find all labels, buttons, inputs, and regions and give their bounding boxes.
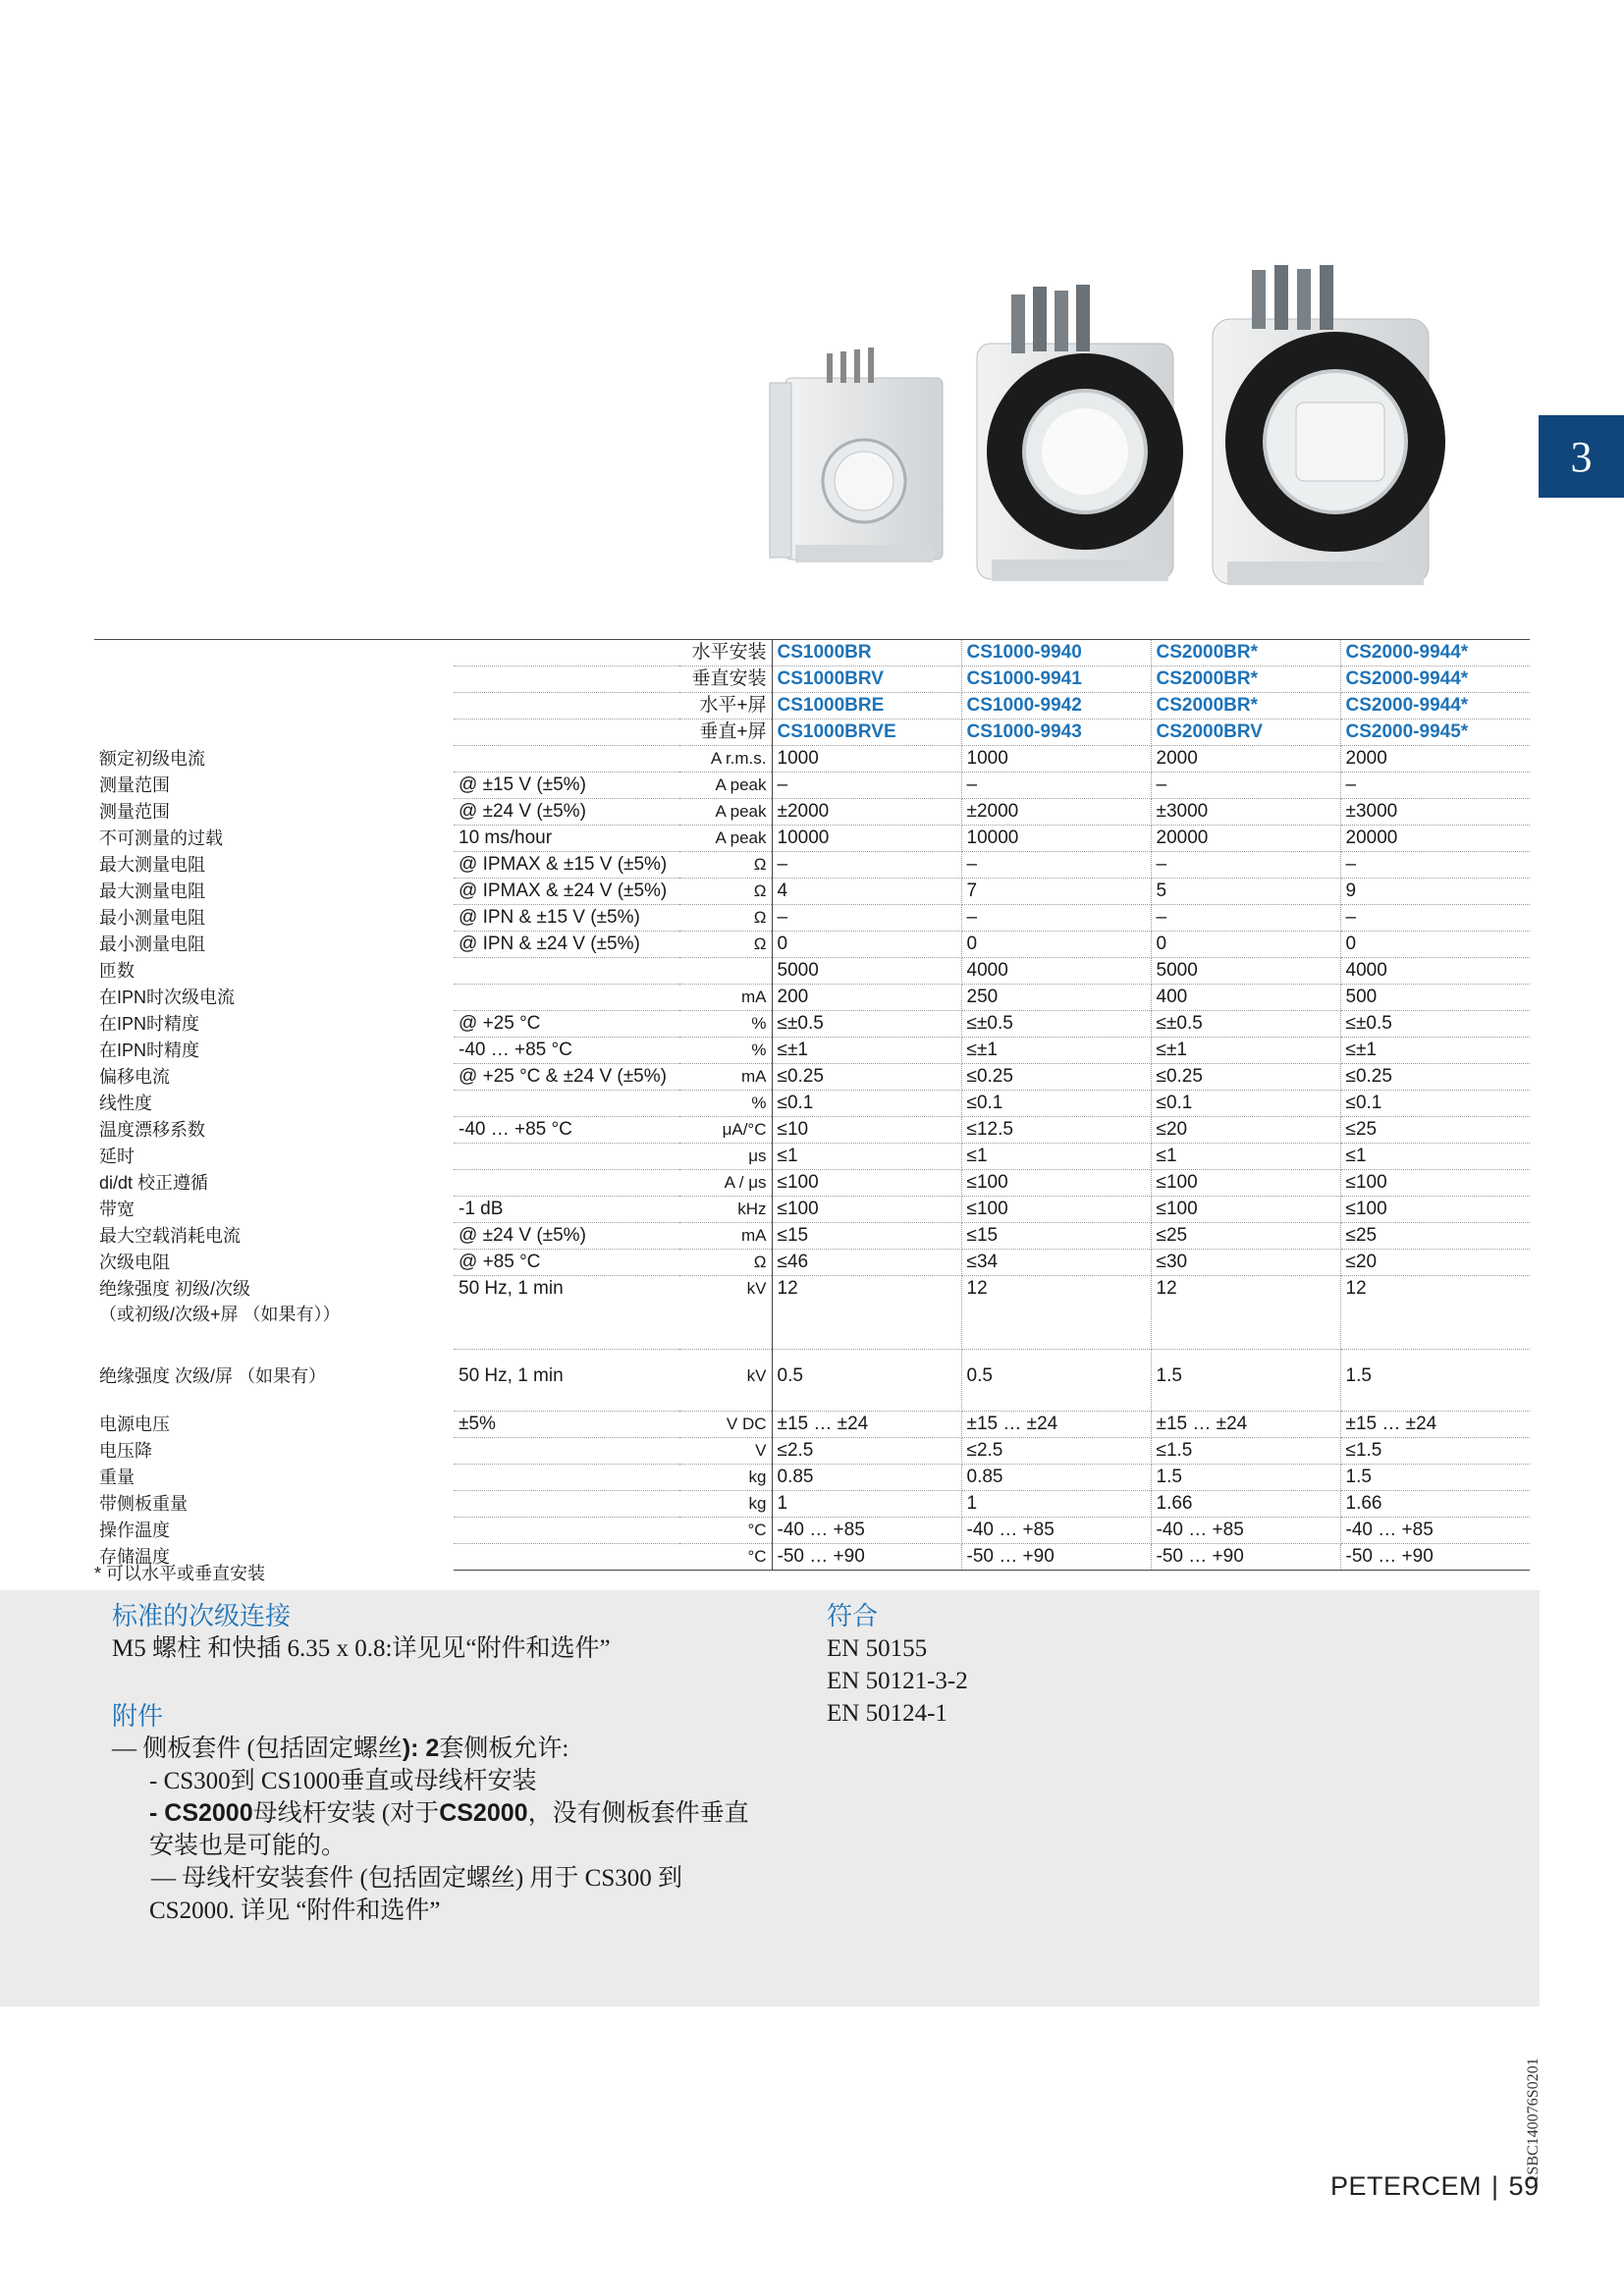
- spec-label: 偏移电流: [99, 1067, 170, 1087]
- accessories-line: — 母线杆安装套件 (包括固定螺丝) 用于 CS300 到: [151, 1865, 682, 1892]
- spec-unit: A / μs: [679, 1170, 772, 1197]
- spec-value: 12: [1340, 1276, 1530, 1350]
- spec-value: ≤25: [1151, 1223, 1340, 1250]
- mounting-rows: [94, 640, 1530, 746]
- spec-value: 7: [961, 879, 1151, 905]
- spec-label: 在IPN时精度: [99, 1041, 200, 1060]
- spec-condition: @ +85 °C: [454, 1250, 679, 1276]
- secondary-connection-block: [112, 1600, 819, 1665]
- accessories-text: — 侧板套件 (包括固定螺丝: [112, 1735, 403, 1762]
- spec-value: ≤1: [961, 1144, 1151, 1170]
- spec-value: ≤0.25: [1151, 1064, 1340, 1091]
- spec-value: ≤25: [1340, 1223, 1530, 1250]
- accessories-title: 附件: [112, 1702, 164, 1731]
- spec-row: [94, 1250, 1530, 1276]
- spec-value: ±15 … ±24: [1340, 1412, 1530, 1438]
- spec-unit: A peak: [679, 773, 772, 799]
- spec-table: [94, 639, 1530, 1571]
- spec-row: [94, 1412, 1530, 1438]
- spec-label: 重量: [99, 1468, 135, 1487]
- spec-unit: %: [679, 1038, 772, 1064]
- spec-value: 1.5: [1151, 1465, 1340, 1491]
- spec-value: 1.66: [1151, 1491, 1340, 1518]
- model-code: CS1000BR: [772, 640, 961, 667]
- model-code: CS2000BR*: [1151, 693, 1340, 720]
- spec-value: ≤1: [1151, 1144, 1340, 1170]
- spec-unit: %: [679, 1011, 772, 1038]
- spec-row: [94, 1038, 1530, 1064]
- spec-value: ≤100: [961, 1197, 1151, 1223]
- model-code: CS1000BRVE: [772, 720, 961, 746]
- spec-value: ≤±0.5: [961, 1011, 1151, 1038]
- spec-value: ≤0.1: [1340, 1091, 1530, 1117]
- spec-condition: [454, 1465, 679, 1491]
- spec-value: ≤100: [961, 1170, 1151, 1197]
- spec-condition: @ IPMAX & ±24 V (±5%): [454, 879, 679, 905]
- mount-type: 水平安装: [454, 640, 772, 667]
- model-code: CS1000-9942: [961, 693, 1151, 720]
- spec-row-insulation-primary: [94, 1276, 1530, 1350]
- spec-row: [94, 1197, 1530, 1223]
- footer-separator: |: [1491, 2171, 1499, 2201]
- model-code: CS2000-9945*: [1340, 720, 1530, 746]
- spec-label-line: （或初级/次级+屏 （如果有））: [99, 1305, 341, 1324]
- spec-value: 10000: [772, 826, 961, 852]
- spec-unit: mA: [679, 1223, 772, 1250]
- table-footnote: * 可以水平或垂直安装: [94, 1564, 266, 1583]
- spec-value: 0: [772, 932, 961, 958]
- product-images: [766, 265, 1473, 589]
- spec-condition: 50 Hz, 1 min: [454, 1350, 679, 1412]
- standard-item: EN 50155: [827, 1635, 928, 1662]
- spec-value: 10000: [961, 826, 1151, 852]
- spec-unit: kV: [679, 1350, 772, 1412]
- spec-value: ≤1: [1340, 1144, 1530, 1170]
- spec-value: ≤100: [1340, 1197, 1530, 1223]
- info-left-column: [112, 1600, 819, 1947]
- spec-row: [94, 1170, 1530, 1197]
- spec-value: ±15 … ±24: [1151, 1412, 1340, 1438]
- spec-value: ±15 … ±24: [961, 1412, 1151, 1438]
- spec-value: 9: [1340, 879, 1530, 905]
- spec-row: [94, 773, 1530, 799]
- spec-value: ≤±1: [772, 1038, 961, 1064]
- spec-condition: [454, 958, 679, 985]
- spec-label: 最大测量电阻: [99, 881, 205, 901]
- spec-value: ≤0.1: [1151, 1091, 1340, 1117]
- spec-value: 0: [961, 932, 1151, 958]
- spec-value: -50 … +90: [1340, 1544, 1530, 1571]
- spec-value: ±2000: [772, 799, 961, 826]
- spec-condition: ±5%: [454, 1412, 679, 1438]
- spec-row: [94, 1223, 1530, 1250]
- spec-value: 1000: [961, 746, 1151, 773]
- model-code: CS2000BRV: [1151, 720, 1340, 746]
- spec-value: –: [1151, 852, 1340, 879]
- spec-value: ≤0.25: [772, 1064, 961, 1091]
- spec-condition: -40 … +85 °C: [454, 1038, 679, 1064]
- spec-unit: A peak: [679, 799, 772, 826]
- spec-value: ≤2.5: [772, 1438, 961, 1465]
- spec-unit: %: [679, 1091, 772, 1117]
- spec-value: ≤±1: [1340, 1038, 1530, 1064]
- accessories-text-bold: - CS2000: [149, 1799, 253, 1827]
- spec-value: –: [1340, 852, 1530, 879]
- spec-value: ≤±1: [1151, 1038, 1340, 1064]
- spec-value: 5000: [1151, 958, 1340, 985]
- spec-value: ≤0.25: [1340, 1064, 1530, 1091]
- spec-value: –: [1151, 905, 1340, 932]
- spec-value: ≤0.1: [772, 1091, 961, 1117]
- spec-value: 5000: [772, 958, 961, 985]
- spec-value: 20000: [1151, 826, 1340, 852]
- spec-value: ≤100: [1151, 1197, 1340, 1223]
- spec-value: ≤±1: [961, 1038, 1151, 1064]
- spec-label: 电压降: [99, 1441, 152, 1461]
- info-box: [0, 1590, 1540, 2006]
- spec-condition: @ +25 °C & ±24 V (±5%): [454, 1064, 679, 1091]
- spec-row: [94, 1518, 1530, 1544]
- mount-row: [94, 640, 1530, 667]
- spec-label: 最大测量电阻: [99, 855, 205, 875]
- spec-unit: mA: [679, 1064, 772, 1091]
- spec-value: ≤0.1: [961, 1091, 1151, 1117]
- spec-row: [94, 958, 1530, 985]
- spec-condition: 50 Hz, 1 min: [454, 1276, 679, 1350]
- spec-unit: V: [679, 1438, 772, 1465]
- spec-value: 5: [1151, 879, 1340, 905]
- spec-rows: [94, 746, 1530, 1276]
- spec-value: ≤100: [772, 1197, 961, 1223]
- sensor-medium-image: [977, 285, 1183, 581]
- spec-unit: kg: [679, 1491, 772, 1518]
- spec-value: –: [961, 773, 1151, 799]
- accessories-text: 套侧板允许:: [439, 1735, 569, 1762]
- spec-unit: A peak: [679, 826, 772, 852]
- spec-value: ≤1: [772, 1144, 961, 1170]
- page-number: 59: [1508, 2171, 1540, 2201]
- chapter-tab: [1539, 415, 1624, 498]
- spec-value: 250: [961, 985, 1151, 1011]
- spec-value: 12: [1151, 1276, 1340, 1350]
- spec-condition: @ IPN & ±24 V (±5%): [454, 932, 679, 958]
- spec-label: 不可测量的过载: [99, 828, 223, 848]
- spec-value: 400: [1151, 985, 1340, 1011]
- spec-condition: [454, 1091, 679, 1117]
- spec-value: -50 … +90: [961, 1544, 1151, 1571]
- spec-unit: °C: [679, 1518, 772, 1544]
- spec-row: [94, 1438, 1530, 1465]
- spec-value: -40 … +85: [772, 1518, 961, 1544]
- spec-row: [94, 879, 1530, 905]
- spec-unit: μs: [679, 1144, 772, 1170]
- spec-label: 最小测量电阻: [99, 934, 205, 954]
- spec-condition: [454, 1438, 679, 1465]
- spec-value: ≤10: [772, 1117, 961, 1144]
- spec-label: 温度漂移系数: [99, 1120, 205, 1140]
- spec-condition: -40 … +85 °C: [454, 1117, 679, 1144]
- spec-condition: @ IPMAX & ±15 V (±5%): [454, 852, 679, 879]
- accessories-line: CS2000. 详见 “附件和选件”: [149, 1897, 441, 1924]
- spec-label: 最小测量电阻: [99, 908, 205, 928]
- mount-row: [94, 720, 1530, 746]
- spec-condition: 10 ms/hour: [454, 826, 679, 852]
- spec-value: ≤100: [772, 1170, 961, 1197]
- spec-label: 额定初级电流: [99, 749, 205, 769]
- spec-value: ≤25: [1340, 1117, 1530, 1144]
- conformity-title: 符合: [827, 1602, 879, 1630]
- secondary-connection-text: M5 螺柱 和快插 6.35 x 0.8:详见见“附件和选件”: [112, 1635, 611, 1662]
- secondary-connection-title: 标准的次级连接: [112, 1602, 292, 1630]
- spec-label: 带侧板重量: [99, 1494, 188, 1514]
- sensor-small-image: [770, 347, 943, 562]
- spec-label: [94, 1276, 454, 1350]
- accessories-line: - CS300到 CS1000垂直或母线杆安装: [149, 1768, 537, 1794]
- spec-unit: V DC: [679, 1412, 772, 1438]
- spec-value: ≤0.25: [961, 1064, 1151, 1091]
- spec-condition: @ ±24 V (±5%): [454, 1223, 679, 1250]
- spec-label: 存储温度: [99, 1547, 170, 1567]
- spec-label: di/dt 校正遵循: [99, 1173, 209, 1193]
- spec-value: ≤30: [1151, 1250, 1340, 1276]
- spec-value: -50 … +90: [772, 1544, 961, 1571]
- spec-condition: [454, 1544, 679, 1571]
- spec-value: ±15 … ±24: [772, 1412, 961, 1438]
- spec-value: 0.5: [961, 1350, 1151, 1412]
- spec-row: [94, 852, 1530, 879]
- spec-value: –: [772, 852, 961, 879]
- spec-unit: Ω: [679, 879, 772, 905]
- spec-value: 0: [1340, 932, 1530, 958]
- spec-value: 20000: [1340, 826, 1530, 852]
- spec-unit: μA/°C: [679, 1117, 772, 1144]
- spec-value: ±3000: [1151, 799, 1340, 826]
- spec-value: -50 … +90: [1151, 1544, 1340, 1571]
- model-code: CS1000BRV: [772, 667, 961, 693]
- spec-value: ≤12.5: [961, 1117, 1151, 1144]
- spec-value: ≤100: [1340, 1170, 1530, 1197]
- accessories-line: 安装也是可能的。: [149, 1833, 347, 1859]
- spec-condition: [454, 1491, 679, 1518]
- spec-unit: Ω: [679, 932, 772, 958]
- model-code: CS2000BR*: [1151, 640, 1340, 667]
- spec-value: 2000: [1151, 746, 1340, 773]
- mount-row: [94, 693, 1530, 720]
- spec-value: 200: [772, 985, 961, 1011]
- mount-type: 垂直安装: [454, 667, 772, 693]
- spec-value: –: [961, 905, 1151, 932]
- spec-unit: mA: [679, 985, 772, 1011]
- spec-condition: @ IPN & ±15 V (±5%): [454, 905, 679, 932]
- spec-value: –: [1340, 773, 1530, 799]
- spec-label: 在IPN时精度: [99, 1014, 200, 1034]
- spec-label: 线性度: [99, 1094, 152, 1113]
- page-footer: [1330, 2171, 1540, 2202]
- standard-item: EN 50121-3-2: [827, 1668, 968, 1694]
- spec-value: ≤46: [772, 1250, 961, 1276]
- mount-row: [94, 667, 1530, 693]
- spec-condition: -1 dB: [454, 1197, 679, 1223]
- spec-unit: °C: [679, 1544, 772, 1571]
- spec-value: 1.5: [1340, 1350, 1530, 1412]
- spec-value: -40 … +85: [1151, 1518, 1340, 1544]
- chapter-number: 3: [1570, 432, 1593, 481]
- insulation-rows: [94, 1276, 1530, 1412]
- info-right-column: [827, 1600, 1219, 1730]
- spec-value: 0: [1151, 932, 1340, 958]
- spec-row: [94, 799, 1530, 826]
- spec-value: 12: [961, 1276, 1151, 1350]
- spec-unit: kg: [679, 1465, 772, 1491]
- spec-value: ≤100: [1151, 1170, 1340, 1197]
- spec-value: -40 … +85: [1340, 1518, 1530, 1544]
- mount-type: 垂直+屏: [454, 720, 772, 746]
- mount-type: 水平+屏: [454, 693, 772, 720]
- spec-value: –: [961, 852, 1151, 879]
- spec-condition: [454, 1518, 679, 1544]
- spec-unit: Ω: [679, 852, 772, 879]
- spec-row: [94, 932, 1530, 958]
- spec-value: ±3000: [1340, 799, 1530, 826]
- spec-unit: Ω: [679, 905, 772, 932]
- document-code-text: 1SBC140076S0201: [1525, 2057, 1542, 2183]
- spec-value: –: [772, 773, 961, 799]
- spec-row: [94, 746, 1530, 773]
- spec-value: –: [1151, 773, 1340, 799]
- spec-value: 1.66: [1340, 1491, 1530, 1518]
- spec-value: 1: [961, 1491, 1151, 1518]
- spec-value: ≤15: [772, 1223, 961, 1250]
- accessories-text: ，没有侧板套件垂直: [527, 1800, 749, 1827]
- spec-value: 1.5: [1151, 1350, 1340, 1412]
- spec-label: 最大空载消耗电流: [99, 1226, 241, 1246]
- spec-condition: @ ±15 V (±5%): [454, 773, 679, 799]
- spec-row: [94, 1064, 1530, 1091]
- spec-label: 操作温度: [99, 1521, 170, 1540]
- spec-value: -40 … +85: [961, 1518, 1151, 1544]
- model-code: CS2000-9944*: [1340, 693, 1530, 720]
- spec-value: 4: [772, 879, 961, 905]
- standard-item: EN 50124-1: [827, 1700, 947, 1727]
- spec-unit: kHz: [679, 1197, 772, 1223]
- spec-value: 4000: [961, 958, 1151, 985]
- spec-value: 1: [772, 1491, 961, 1518]
- accessories-line: [112, 1797, 819, 1830]
- spec-value: –: [1340, 905, 1530, 932]
- spec-value: –: [772, 905, 961, 932]
- spec-condition: @ ±24 V (±5%): [454, 799, 679, 826]
- spec-value: ≤±0.5: [1340, 1011, 1530, 1038]
- spec-row-insulation-secondary: [94, 1350, 1530, 1412]
- model-code: CS1000-9940: [961, 640, 1151, 667]
- spec-row: [94, 826, 1530, 852]
- model-code: CS2000-9944*: [1340, 667, 1530, 693]
- footer-brand: PETERCEM: [1330, 2171, 1483, 2201]
- spec-value: ≤34: [961, 1250, 1151, 1276]
- spec-value: ≤20: [1340, 1250, 1530, 1276]
- spec-row: [94, 1091, 1530, 1117]
- spec-row: [94, 905, 1530, 932]
- spec-condition: [454, 985, 679, 1011]
- spec-value: ≤2.5: [961, 1438, 1151, 1465]
- model-code: CS1000-9941: [961, 667, 1151, 693]
- spec-row: [94, 1491, 1530, 1518]
- spec-value: 2000: [1340, 746, 1530, 773]
- accessories-line: [112, 1733, 819, 1765]
- spec-value: 0.5: [772, 1350, 961, 1412]
- spec-value: ≤±0.5: [772, 1011, 961, 1038]
- model-code: CS2000BR*: [1151, 667, 1340, 693]
- accessories-text-bold: ): 2: [402, 1735, 440, 1762]
- spec-unit: kV: [679, 1276, 772, 1350]
- spec-value: 0.85: [772, 1465, 961, 1491]
- spec-value: ≤±0.5: [1151, 1011, 1340, 1038]
- spec-value: ≤20: [1151, 1117, 1340, 1144]
- model-code: CS2000-9944*: [1340, 640, 1530, 667]
- spec-label-line: 绝缘强度 初级/次级: [99, 1279, 251, 1299]
- spec-value: ≤1.5: [1151, 1438, 1340, 1465]
- spec-label: 测量范围: [99, 802, 170, 822]
- spec-value: 12: [772, 1276, 961, 1350]
- accessories-text-bold: CS2000: [439, 1799, 528, 1827]
- spec-condition: [454, 1144, 679, 1170]
- accessories-block: [112, 1700, 819, 1927]
- spec-label: 绝缘强度 次级/屏 （如果有）: [99, 1366, 327, 1386]
- spec-row: [94, 1465, 1530, 1491]
- spec-rows-after: [94, 1412, 1530, 1571]
- spec-label: 在IPN时次级电流: [99, 988, 236, 1007]
- spec-value: 500: [1340, 985, 1530, 1011]
- spec-value: ≤1.5: [1340, 1438, 1530, 1465]
- model-code: CS1000BRE: [772, 693, 961, 720]
- spec-row: [94, 985, 1530, 1011]
- sensor-large-image: [1213, 265, 1445, 585]
- spec-unit: A r.m.s.: [679, 746, 772, 773]
- spec-value: 1000: [772, 746, 961, 773]
- spec-condition: @ +25 °C: [454, 1011, 679, 1038]
- spec-row: [94, 1544, 1530, 1571]
- spec-condition: [454, 746, 679, 773]
- accessories-text: 母线杆安装 (对于: [252, 1800, 440, 1827]
- spec-value: 0.85: [961, 1465, 1151, 1491]
- spec-label: 延时: [99, 1147, 135, 1166]
- spec-row: [94, 1011, 1530, 1038]
- model-code: CS1000-9943: [961, 720, 1151, 746]
- spec-label: 带宽: [99, 1200, 135, 1219]
- spec-unit: [679, 958, 772, 985]
- spec-unit: Ω: [679, 1250, 772, 1276]
- spec-label: 电源电压: [99, 1415, 170, 1434]
- product-illustration: [766, 265, 1473, 589]
- spec-label: 匝数: [99, 961, 135, 981]
- spec-value: ≤15: [961, 1223, 1151, 1250]
- spec-condition: [454, 1170, 679, 1197]
- spec-value: ±2000: [961, 799, 1151, 826]
- spec-label: 测量范围: [99, 775, 170, 795]
- spec-row: [94, 1144, 1530, 1170]
- spec-value: 4000: [1340, 958, 1530, 985]
- spec-row: [94, 1117, 1530, 1144]
- spec-value: 1.5: [1340, 1465, 1530, 1491]
- spec-label: 次级电阻: [99, 1253, 170, 1272]
